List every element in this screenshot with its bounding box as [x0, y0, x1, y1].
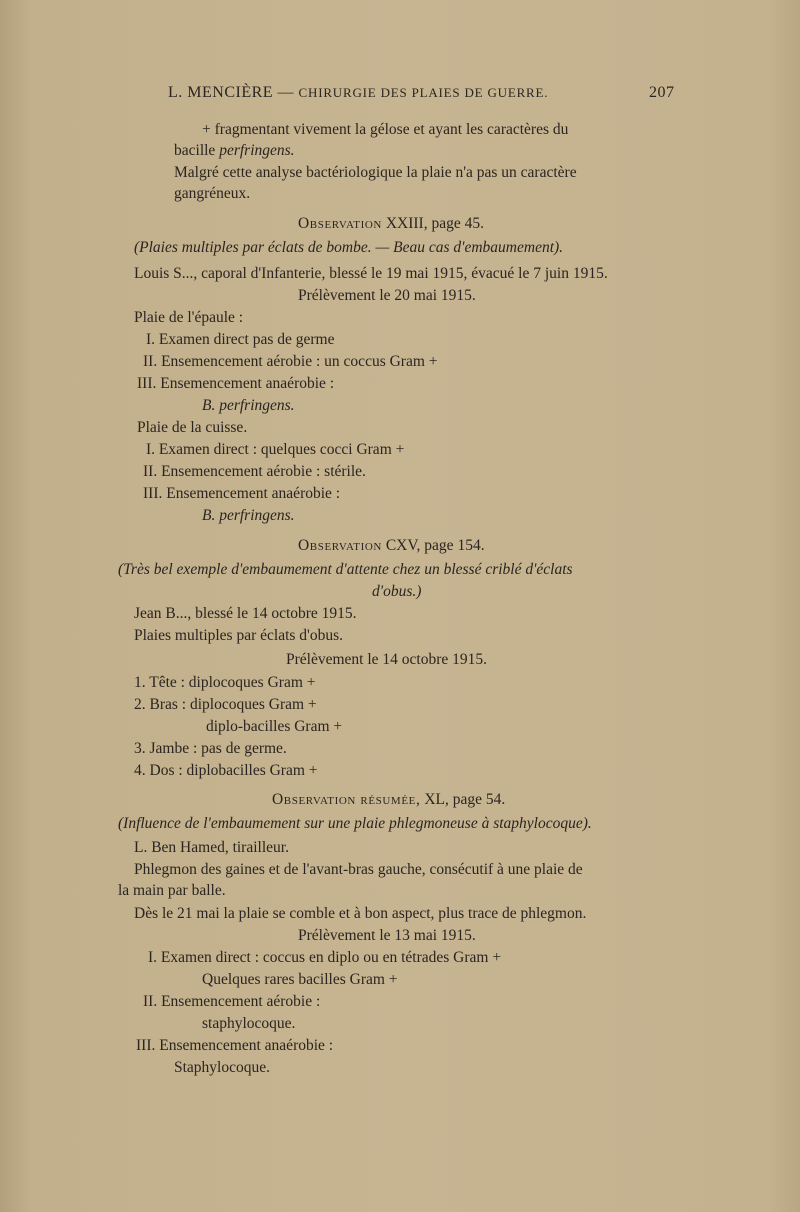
running-header: [168, 83, 548, 103]
obs1-site1: Plaie de l'épaule :: [134, 309, 244, 326]
obs1-sample: Prélèvement le 20 mai 1915.: [298, 287, 476, 304]
obs2-result-3: 3. Jambe : pas de germe.: [134, 740, 287, 757]
obs2-subtitle-1: (Très bel exemple d'embaumement d'attente chez un blessé criblé d'éclats: [118, 561, 573, 578]
obs3-result-2: II. Ensemencement aérobie :: [143, 993, 321, 1010]
intro-line-4: gangréneux.: [174, 185, 251, 202]
obs3-sample: Prélèvement le 13 mai 1915.: [298, 927, 476, 944]
page-number: 207: [649, 84, 675, 101]
obs1-site2-result-1: I. Examen direct : quelques cocci Gram +: [146, 441, 405, 458]
obs3-description-2: la main par balle.: [118, 882, 226, 899]
intro-line-3: Malgré cette analyse bactériologique la plaie n'a pas un caractère: [174, 164, 577, 181]
obs3-result-3b: Staphylocoque.: [174, 1059, 270, 1076]
obs3-patient: L. Ben Hamed, tirailleur.: [134, 839, 289, 856]
obs3-result-1b: Quelques rares bacilles Gram +: [202, 971, 398, 988]
obs1-site1-result-3: III. Ensemencement anaérobie :: [137, 375, 335, 392]
obs1-site1-result-1: I. Examen direct pas de germe: [146, 331, 335, 348]
obs3-heading: Observation résumée, XL, page 54.: [272, 791, 506, 808]
header-dash: —: [277, 84, 295, 101]
obs1-site1-result-3-value: B. perfringens.: [202, 397, 295, 414]
obs3-result-3: III. Ensemencement anaérobie :: [136, 1037, 334, 1054]
obs1-site2: Plaie de la cuisse.: [137, 419, 248, 436]
intro-line-2: bacille perfringens.: [174, 142, 295, 159]
obs3-description-1: Phlegmon des gaines et de l'avant-bras gauche, consécutif à une plaie de: [134, 861, 583, 878]
obs2-result-2b: diplo-bacilles Gram +: [206, 718, 343, 735]
obs2-result-4: 4. Dos : diplobacilles Gram +: [134, 762, 318, 779]
obs2-result-2: 2. Bras : diplocoques Gram +: [134, 696, 317, 713]
header-author: L. MENCIÈRE: [168, 84, 274, 101]
obs3-result-1: I. Examen direct : coccus en diplo ou en tétrades Gram +: [148, 949, 502, 966]
intro-line-1: + fragmentant vivement la gélose et ayant les caractères du: [202, 121, 569, 138]
obs3-progress: Dès le 21 mai la plaie se comble et à bon aspect, plus trace de phlegmon.: [134, 905, 587, 922]
obs2-wounds: Plaies multiples par éclats d'obus.: [134, 627, 343, 644]
obs2-patient: Jean B..., blessé le 14 octobre 1915.: [134, 605, 357, 622]
obs1-patient: Louis S..., caporal d'Infanterie, blessé le 19 mai 1915, évacué le 7 juin 1915.: [134, 265, 608, 282]
obs2-heading: Observation CXV, page 154.: [298, 537, 485, 554]
obs2-subtitle-2: d'obus.): [372, 583, 422, 600]
obs3-subtitle: (Influence de l'embaumement sur une plaie phlegmoneuse à staphylocoque).: [118, 815, 592, 832]
obs1-site2-result-3: III. Ensemencement anaérobie :: [143, 485, 341, 502]
obs1-subtitle: (Plaies multiples par éclats de bombe. — Beau cas d'embaumement).: [134, 239, 564, 256]
header-title: CHIRURGIE DES PLAIES DE GUERRE.: [298, 85, 549, 100]
obs1-site2-result-2: II. Ensemencement aérobie : stérile.: [143, 463, 366, 480]
obs2-sample: Prélèvement le 14 octobre 1915.: [286, 651, 488, 668]
obs1-site1-result-2: II. Ensemencement aérobie : un coccus Gram +: [143, 353, 438, 370]
obs2-result-1: 1. Tête : diplocoques Gram +: [134, 674, 316, 691]
obs1-heading: Observation XXIII, page 45.: [298, 215, 484, 232]
obs1-site2-result-3-value: B. perfringens.: [202, 507, 295, 524]
obs3-result-2b: staphylocoque.: [202, 1015, 296, 1032]
